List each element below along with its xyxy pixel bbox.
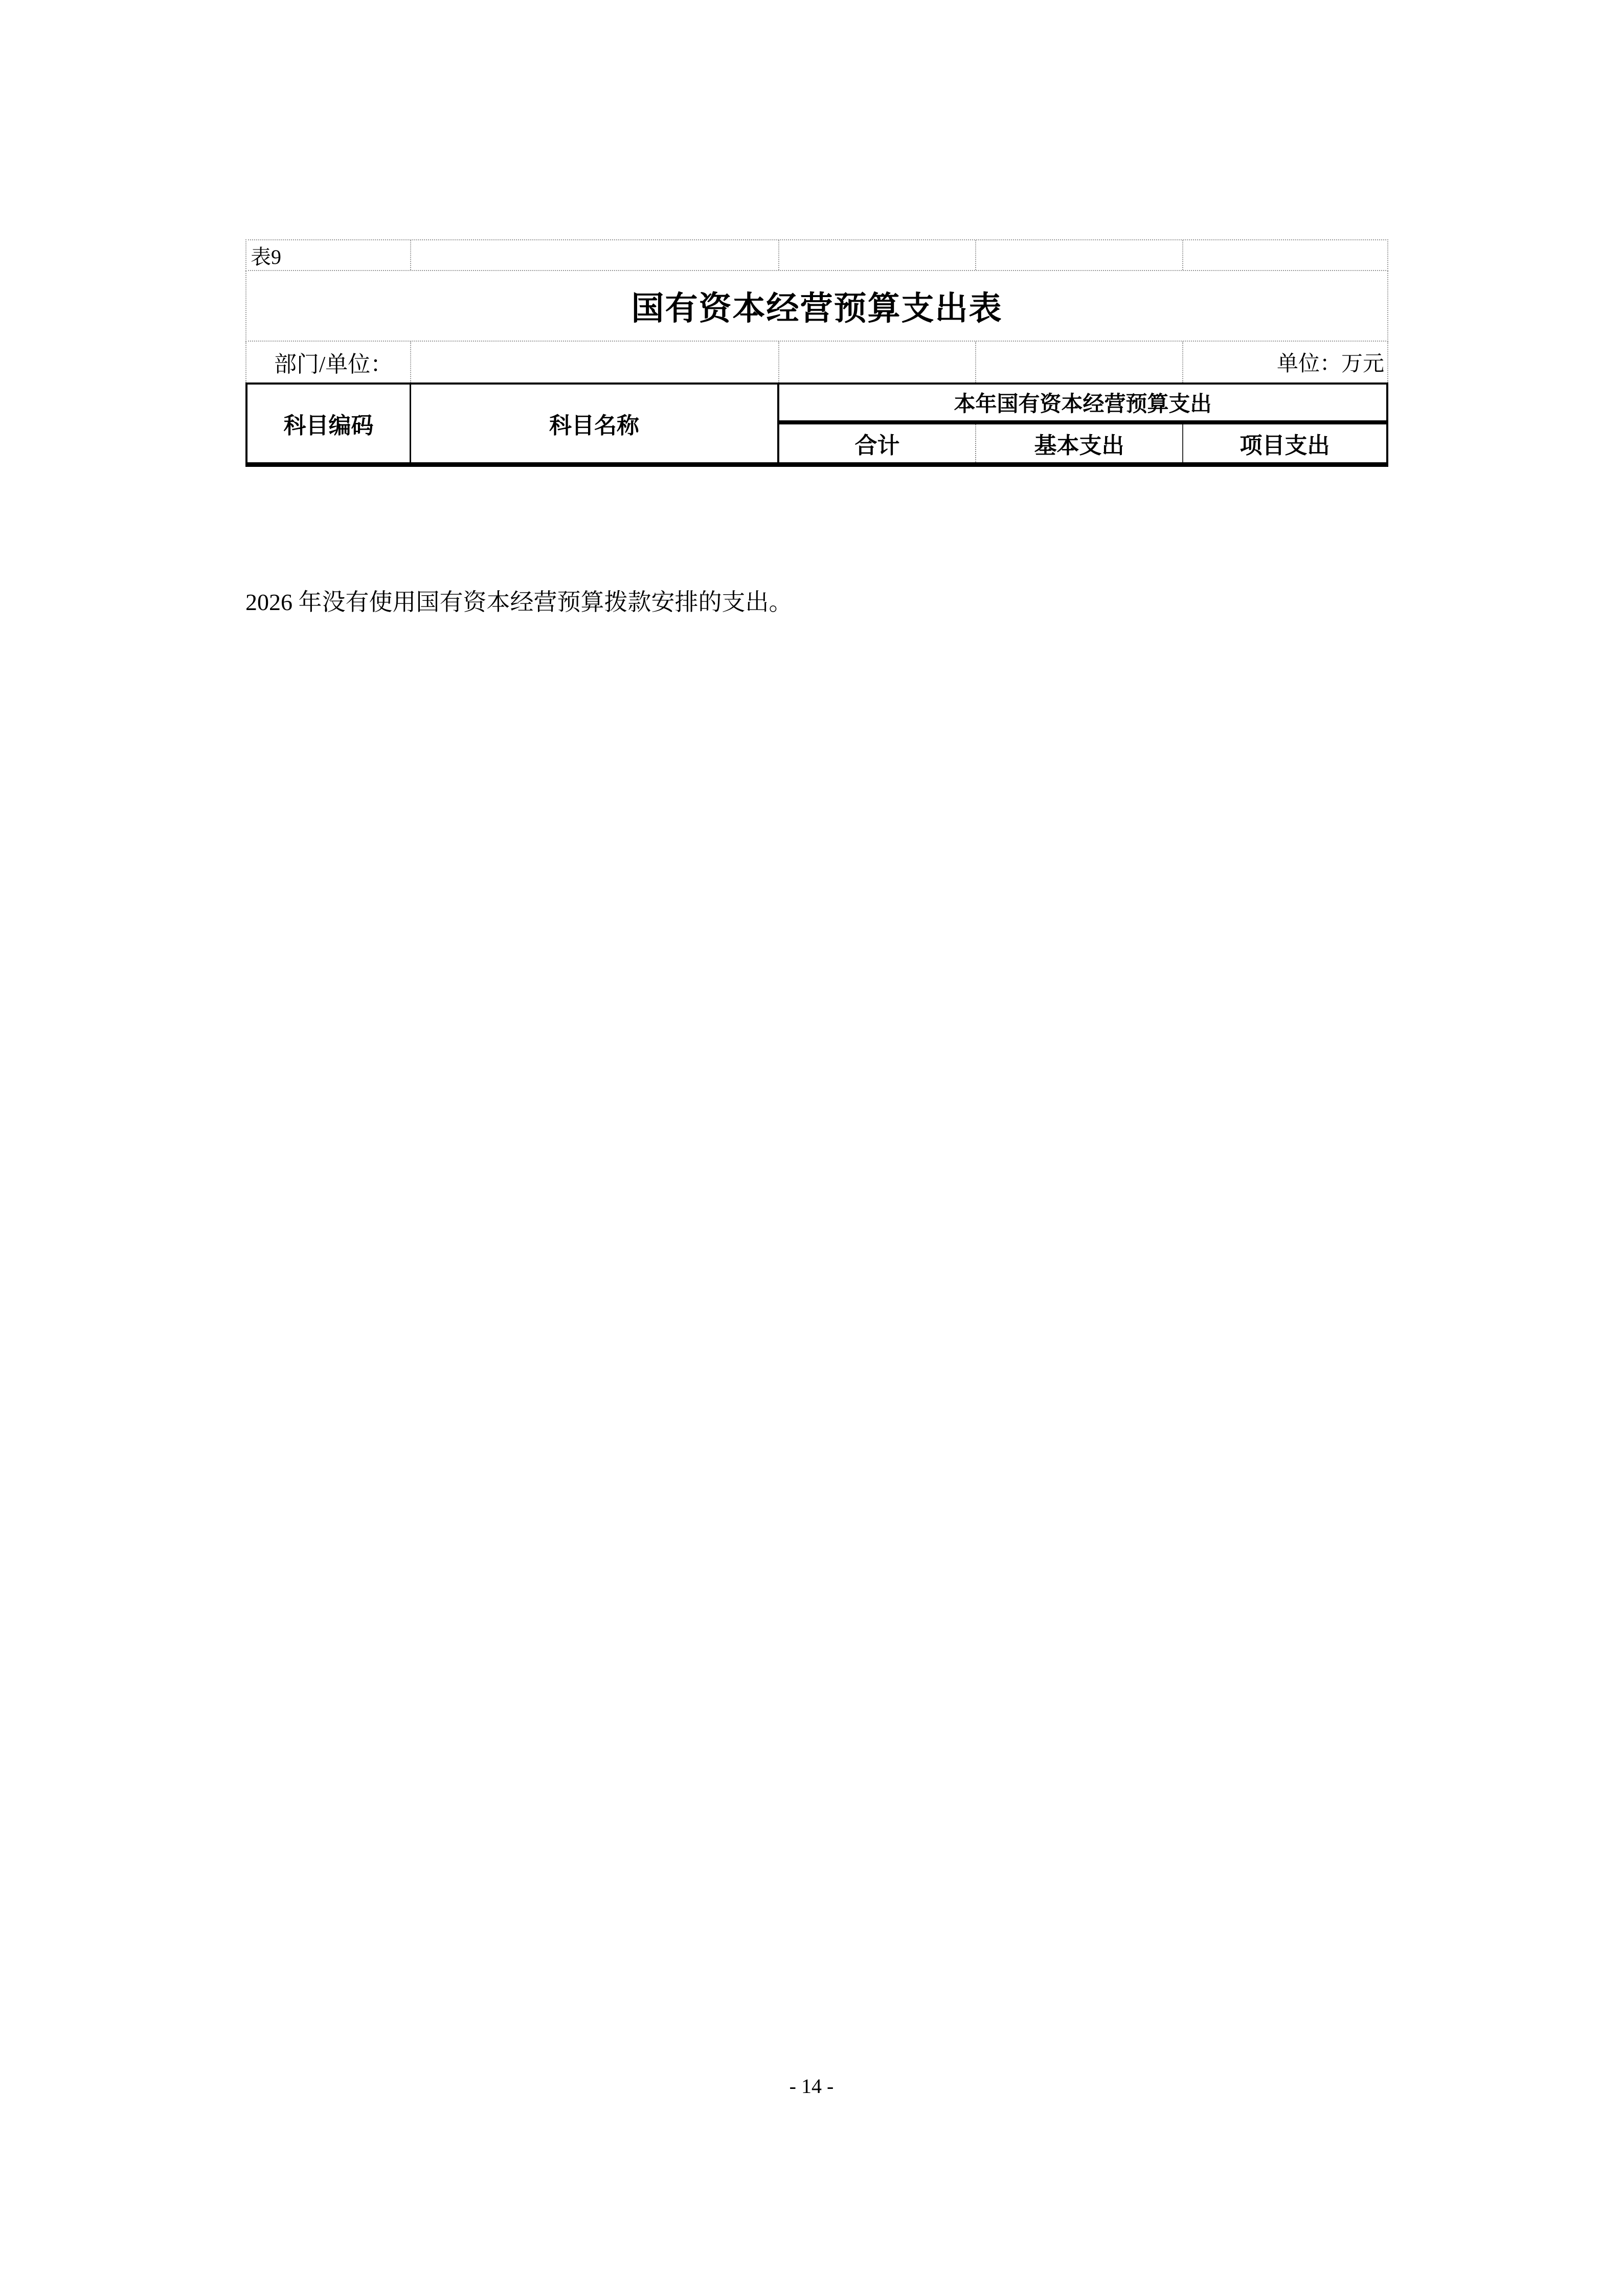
empty-cell	[975, 240, 1182, 270]
header-current-year-span: 本年国有资本经营预算支出	[779, 385, 1386, 424]
budget-expenditure-table	[245, 239, 1388, 467]
empty-cell	[778, 342, 975, 382]
table-title-row	[245, 271, 1388, 342]
department-unit-row	[245, 342, 1388, 382]
table-title: 国有资本经营预算支出表	[631, 290, 1003, 327]
empty-cell	[975, 342, 1182, 382]
table-tag-cell	[246, 240, 410, 270]
table-tag-row	[245, 239, 1388, 271]
empty-cell	[1182, 240, 1387, 270]
empty-cell	[410, 240, 778, 270]
page-number: - 14 -	[789, 2075, 834, 2098]
header-project-expenditure: 项目支出	[1239, 433, 1330, 458]
header-total: 合计	[779, 424, 976, 462]
department-cell	[246, 342, 410, 382]
empty-cell	[410, 342, 778, 382]
note-text: 2026 年没有使用国有资本经营预算拨款安排的支出。	[245, 589, 793, 615]
unit-label: 单位：万元	[1276, 352, 1384, 376]
header-basic-expenditure: 基本支出	[976, 424, 1183, 462]
table-header	[245, 382, 1388, 467]
header-subject-code: 科目编码	[247, 385, 411, 462]
table-tag: 表9	[251, 245, 281, 268]
unit-cell	[1182, 342, 1387, 382]
department-label: 部门/单位：	[274, 352, 393, 377]
empty-cell	[778, 240, 975, 270]
header-subject-name: 科目名称	[411, 385, 779, 462]
